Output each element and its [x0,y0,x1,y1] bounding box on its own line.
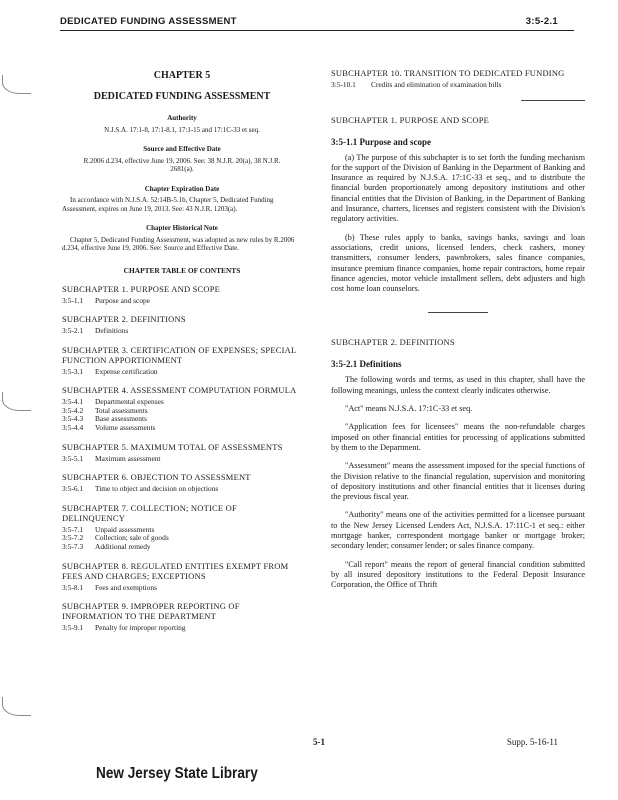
paragraph: (b) These rules apply to banks, savings banks, savings and loan associations, credit unions, licensed lenders, check cashers, money transmitters, consumer lenders, pawnbrokers, sales finance companies, insurance premium finance companies, home repair contractors, home repair finance agencies, motor vehicle installment sellers, debt adjusters and high cost home loan counselors. [331,232,585,294]
library-stamp: New Jersey State Library [96,765,258,782]
right-column [331,68,585,591]
toc-entry: 3:5-5.1 Maximum assessment [62,453,161,463]
toc-subchapter [62,385,302,432]
toc-heading: CHAPTER TABLE OF CONTENTS [123,265,241,275]
history-text: Chapter 5, Dedicated Funding Assessment, was adopted as new rules by R.2006 d.234, effective June 19, 2006. See: Source and Effective Date. [62,235,295,252]
toc-entry: 3:5-1.1 Purpose and scope [62,295,151,305]
supplement-date: Supp. 5-16-11 [506,737,558,747]
authority-heading: Authority [167,114,197,122]
toc-subchapter [62,472,302,494]
toc-subchapter-title: SUBCHAPTER 4. ASSESSMENT COMPUTATION FORMULA [62,385,297,396]
toc-entry: 3:5-6.1 Time to object and decision on objections [62,484,219,494]
toc-entry: 3:5-4.1 Departmental expenses [62,397,164,407]
header-rule [60,30,574,31]
definition: "Act" means N.J.S.A. 17:1C-33 et seq. [345,404,473,414]
authority-text: N.J.S.A. 17:1-8, 17:1-8.1, 17:1-15 and 17:1C-33 et seq. [104,125,260,134]
toc-entry: 3:5-4.2 Total assessments [62,405,148,415]
definition: "Application fees for licensees" means the non-refundable charges imposed on other financial entities for processing of applications submitted by them to the Department. [331,422,585,452]
punch-mark [2,697,31,716]
toc [62,284,302,633]
separator [428,312,488,313]
subchapter-10-title: SUBCHAPTER 10. TRANSITION TO DEDICATED FUNDING [331,68,565,78]
toc-subchapter [62,601,302,633]
toc-entry: 3:5-9.1 Penalty for improper reporting [62,623,186,633]
left-column [62,70,302,633]
definition: "Assessment" means the assessment imposed for the special functions of the Division relative to the financial regulation, supervision and monitoring of depository institutions and other financial entities that it licenses during the previous fiscal year. [331,461,585,502]
toc-entry: 3:5-10.1 Credits and elimination of examination bills [331,80,502,89]
paragraph: The following words and terms, as used in this chapter, shall have the following meanings, unless the context clearly indicates otherwise. [331,375,585,395]
separator [521,100,585,101]
running-header [60,16,558,27]
toc-subchapter-title: SUBCHAPTER 3. CERTIFICATION OF EXPENSES; SPECIAL FUNCTION APPORTIONMENT [62,344,297,365]
history-heading: Chapter Historical Note [146,224,218,232]
paragraph: (a) The purpose of this subchapter is to set forth the funding mechanism for the support of the Division of Banking in the Department of Banking and Insurance as required by N.J.S.A. 17:1C-33 et seq., and to distribute the financial burden proportionately among depository institutions and other financial entities that the Division of Banking, in the Department of Banking and Insurance, charters, licenses and registers consistent with the Division's regulatory activities. [331,152,585,224]
header-title: DEDICATED FUNDING ASSESSMENT [60,16,237,27]
toc-entry: 3:5-3.1 Expense certification [62,366,158,376]
subchapter-1-heading: SUBCHAPTER 1. PURPOSE AND SCOPE [331,114,490,125]
source-text: R.2006 d.234, effective June 19, 2006. See: 38 N.J.R. 20(a), 38 N.J.R. 2681(a). [83,156,281,173]
toc-entry: 3:5-4.3 Base assessments [62,414,147,424]
page-number: 5-1 [313,737,325,747]
subchapter-2-heading: SUBCHAPTER 2. DEFINITIONS [331,337,455,348]
toc-entry: 3:5-7.3 Additional remedy [62,542,151,552]
toc-subchapter [62,503,302,552]
chapter-number: CHAPTER 5 [153,70,211,81]
source-heading: Source and Effective Date [143,145,221,153]
toc-subchapter [62,314,302,336]
definition: "Authority" means one of the activities permitted for a licensee pursuant to the New Jersey Licensed Lenders Act, N.J.S.A. 17:11C-1 et seq.: either mortgage banker, correspondent mortgage banker or mortgage broker; secondary lender; consumer lender; or sales finance company. [331,510,585,551]
toc-subchapter-title: SUBCHAPTER 1. PURPOSE AND SCOPE [62,283,221,294]
toc-subchapter-title: SUBCHAPTER 9. IMPROPER REPORTING OF INFORMATION TO THE DEPARTMENT [62,601,240,622]
toc-subchapter [62,284,302,306]
toc-entry: 3:5-7.2 Collection; sale of goods [62,533,169,543]
toc-entry: 3:5-7.1 Unpaid assessments [62,524,155,534]
toc-subchapter [62,442,302,464]
header-code: 3:5-2.1 [525,16,558,27]
toc-subchapter [62,561,302,593]
section-heading: 3:5-2.1 Definitions [331,359,402,370]
toc-subchapter-title: SUBCHAPTER 8. REGULATED ENTITIES EXEMPT FROM FEES AND CHARGES; EXCEPTIONS [62,560,289,581]
toc-subchapter-title: SUBCHAPTER 5. MAXIMUM TOTAL OF ASSESSMENTS [62,441,283,452]
definition: "Call report" means the report of general financial condition submitted by all insured depository institutions to the Federal Deposit Insurance Corporation, the Office of Thrift [331,559,585,590]
section-heading: 3:5-1.1 Purpose and scope [331,136,432,147]
punch-mark [2,392,31,411]
chapter-title: DEDICATED FUNDING ASSESSMENT [93,91,271,102]
punch-mark [2,75,31,94]
toc-subchapter-title: SUBCHAPTER 7. COLLECTION; NOTICE OF DELINQUENCY [62,502,237,523]
toc-subchapter-title: SUBCHAPTER 6. OBJECTION TO ASSESSMENT [62,472,251,483]
expiration-text: In accordance with N.J.S.A. 52:14B-5.1b, Chapter 5, Dedicated Funding Assessment, expires on June 19, 2013. See: 43 N.J.R. 1203(a). [62,196,274,213]
expiration-heading: Chapter Expiration Date [144,184,220,193]
toc-entry: 3:5-2.1 Definitions [62,326,129,336]
toc-subchapter-title: SUBCHAPTER 2. DEFINITIONS [62,314,186,325]
toc-entry: 3:5-8.1 Fees and exemptions [62,582,157,592]
toc-subchapter [62,345,302,377]
toc-entry: 3:5-4.4 Volume assessments [62,423,156,433]
